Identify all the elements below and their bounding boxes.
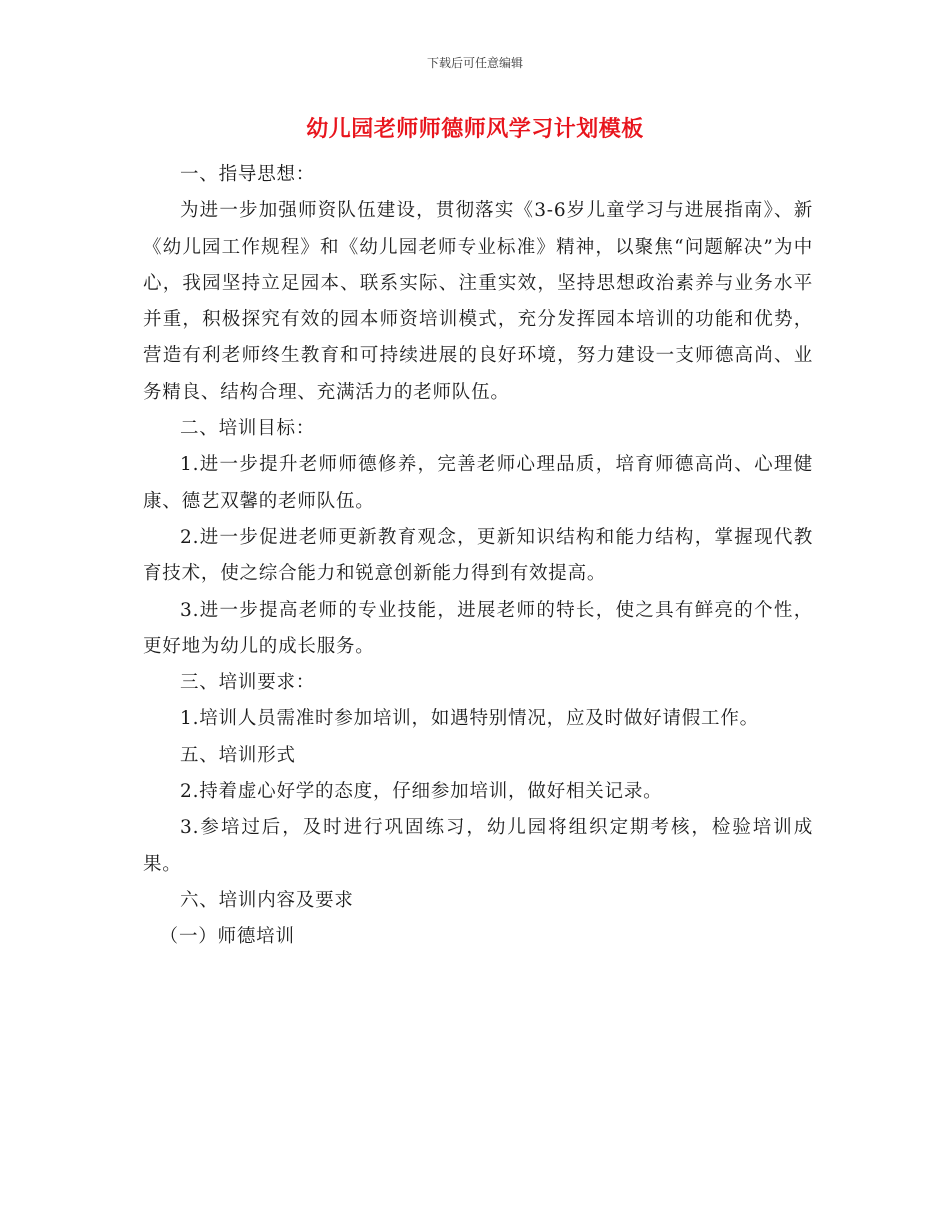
paragraph-goal-3: 3.进一步提高老师的专业技能，进展老师的特长，使之具有鲜亮的个性，更好地为幼儿的成长服务。 [143, 599, 813, 657]
header-note: 下载后可任意编辑 [426, 56, 523, 70]
heading-training-requirements: 三、培训要求： [180, 672, 316, 694]
paragraph-requirement-2: 2.持着虚心好学的态度，仔细参加培训，做好相关记录。 [180, 781, 663, 803]
heading-training-form: 五、培训形式 [180, 744, 296, 766]
heading-guiding-ideology: 一、指导思想： [180, 164, 316, 185]
paragraph-guiding-ideology: 为进一步加强师资队伍建设，贯彻落实《3-6岁儿童学习与进展指南》、新《幼儿园工作规程》和《幼儿园老师专业标准》精神，以聚焦“问题解决”为中心，我园坚持立足园本、联系实际、注重实效，坚持思想政治素养与业务水平并重，积极探究有效的园本师资培训模式，充分发挥园本培训的功能和优势，营造有利老师终生教育和可持续进展的良好环境，努力建设一支师德高尚、业务精良、结构合理、充满活力的老师队伍。 [143, 200, 813, 403]
heading-training-content: 六、培训内容及要求 [180, 889, 354, 911]
paragraph-goal-1: 1.进一步提升老师师德修养，完善老师心理品质，培育师德高尚、心理健康、德艺双馨的老师队伍。 [143, 454, 813, 512]
paragraph-requirement-3: 3.参培过后，及时进行巩固练习，幼儿园将组织定期考核，检验培训成果。 [143, 817, 813, 875]
paragraph-goal-2: 2.进一步促进老师更新教育观念，更新知识结构和能力结构，掌握现代教育技术，使之综合能力和锐意创新能力得到有效提高。 [143, 526, 813, 585]
heading-training-goals: 二、培训目标： [180, 418, 316, 440]
subheading-ethics-training: （一）师德培训 [159, 926, 295, 948]
paragraph-requirement-1: 1.培训人员需准时参加培训，如遇特别情况，应及时做好请假工作。 [180, 708, 759, 730]
document-title: 幼儿园老师师德师风学习计划模板 [306, 117, 644, 142]
document-body [143, 157, 813, 956]
